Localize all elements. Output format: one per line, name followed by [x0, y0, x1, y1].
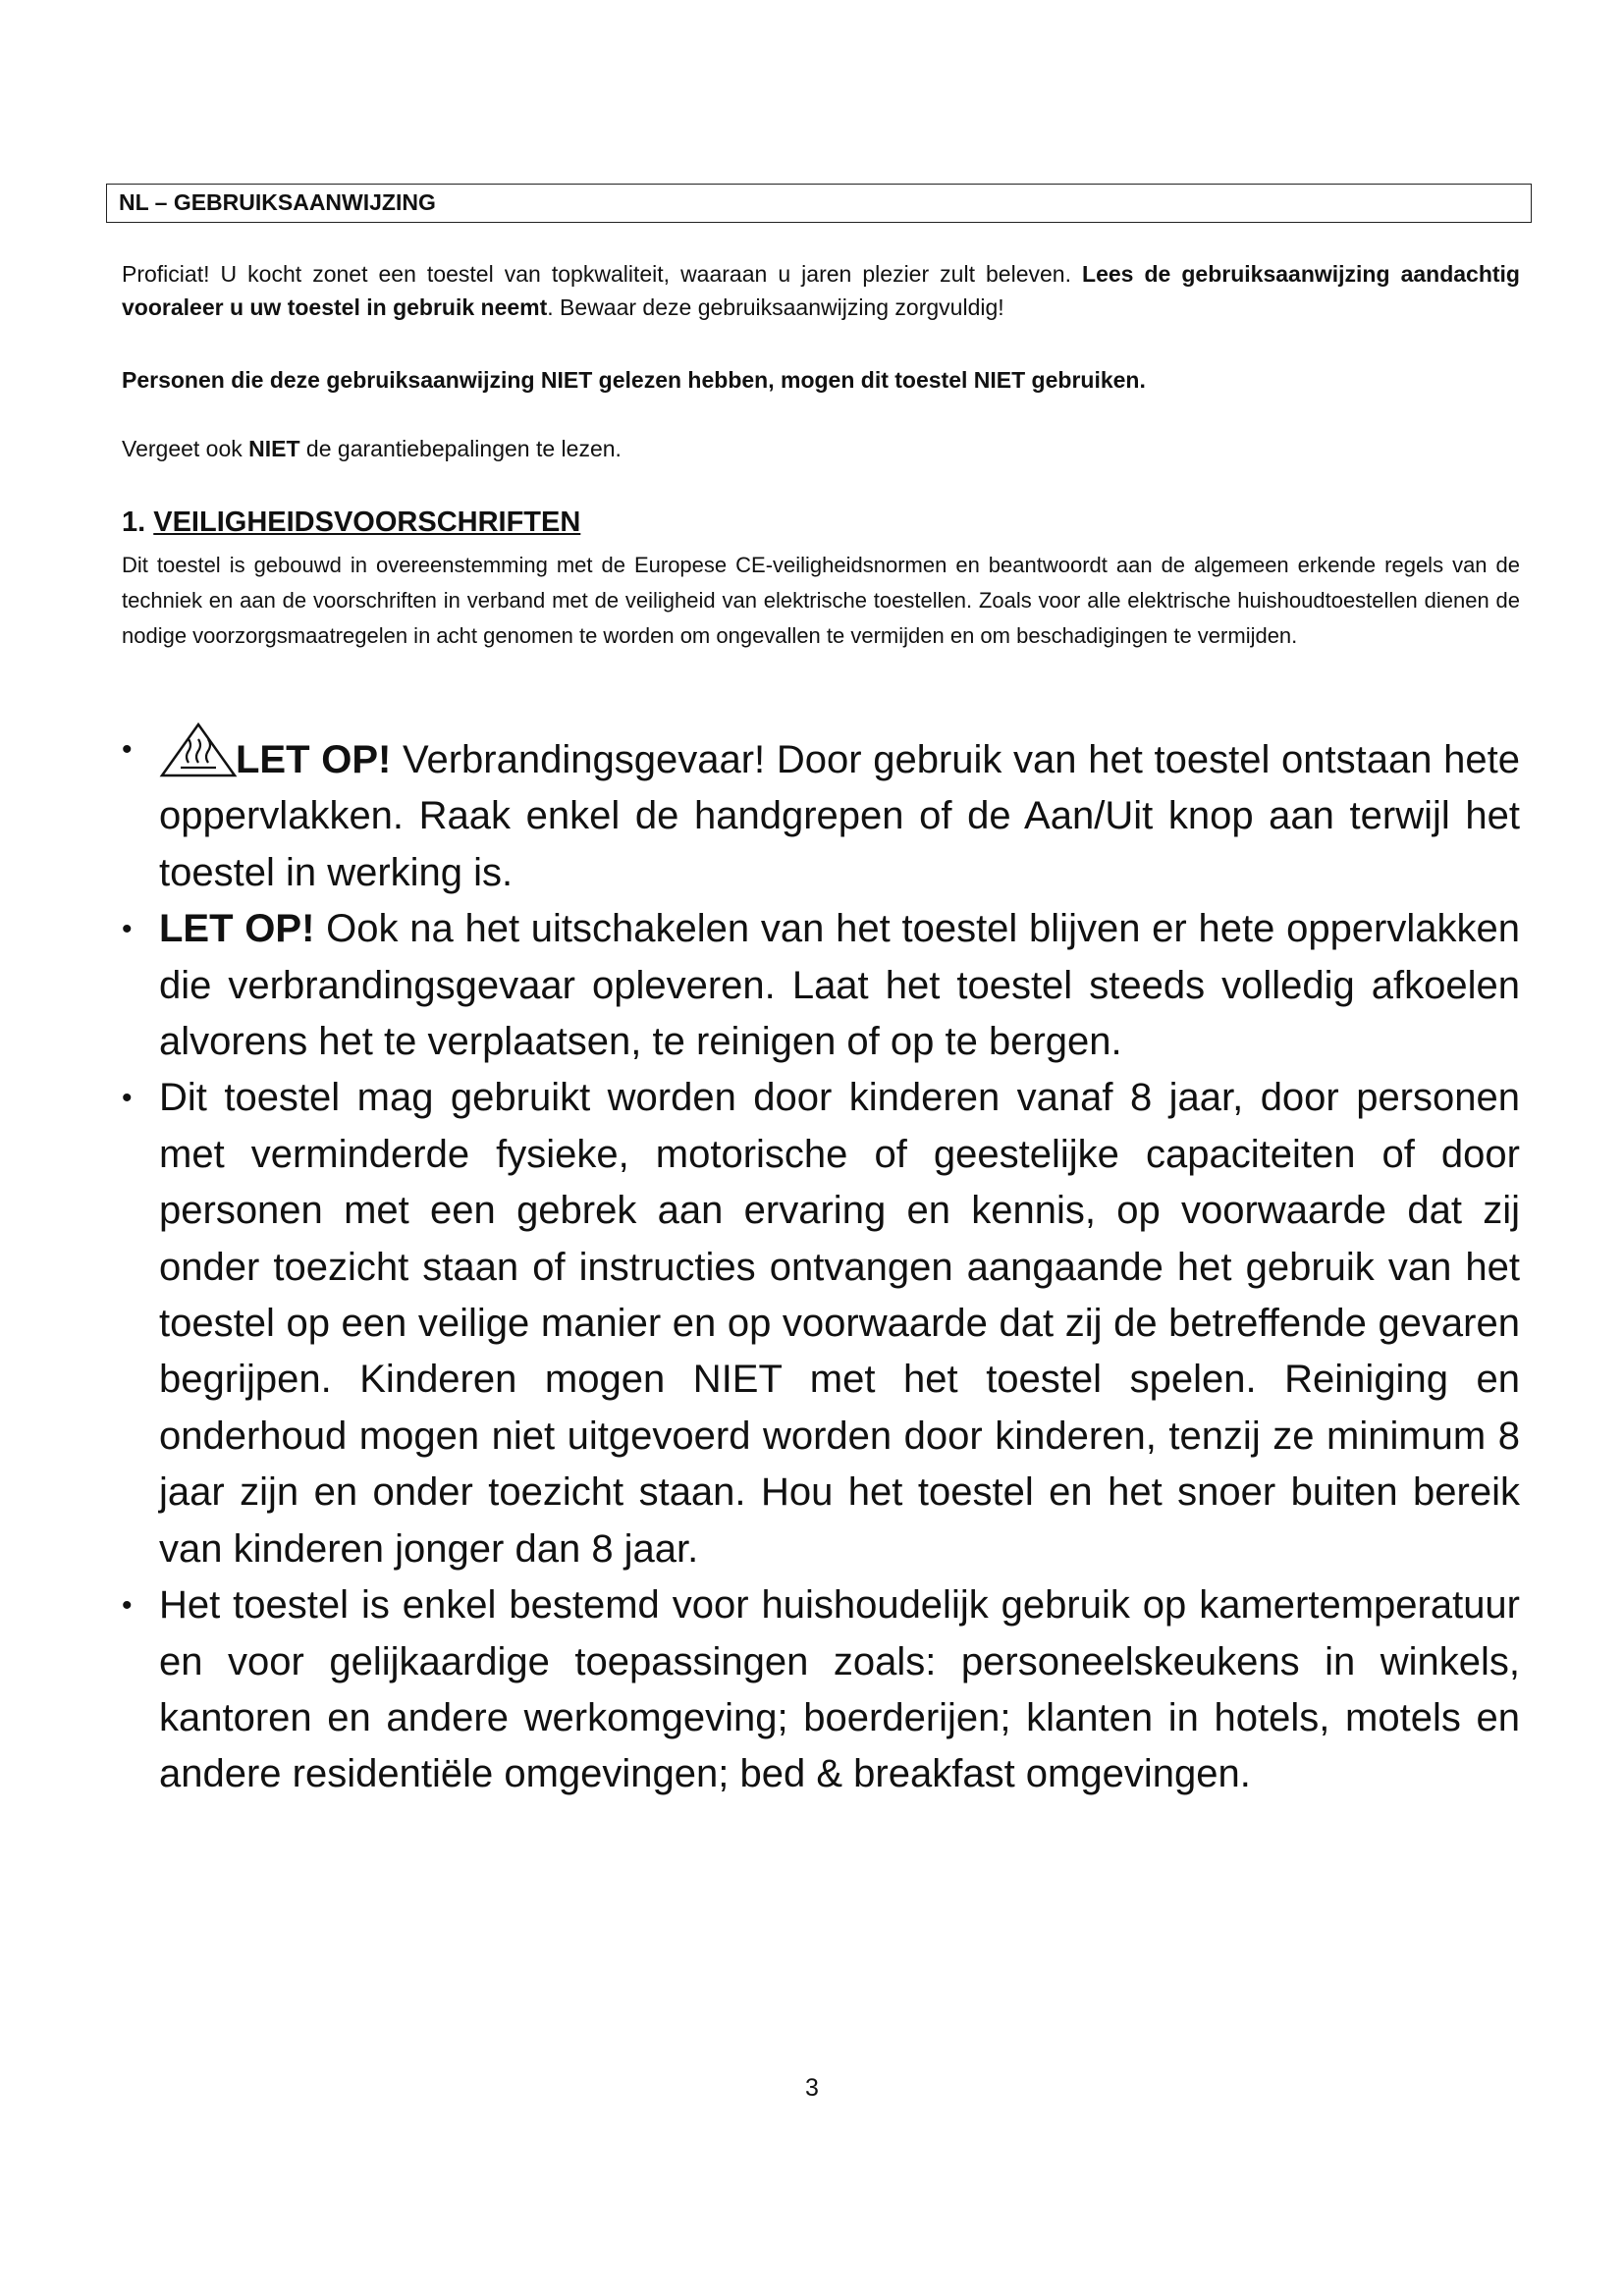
intro-paragraph	[122, 257, 1520, 324]
warranty-text-bold: NIET	[248, 436, 300, 461]
bullet-bold: LET OP!	[159, 907, 315, 951]
section-title: VEILIGHEIDSVOORSCHRIFTEN	[153, 507, 581, 538]
page-number: 3	[805, 2074, 819, 2102]
bullet-text: Het toestel is enkel bestemd voor huishoudelijk gebruik op kamertemperatuur en voor gelijkaardige toepassingen zoals: personeelskeukens in winkels, kantoren en andere werkomgeving; boerderijen; klanten in hotels, motels en andere residentiële omgevingen; bed & breakfast omgevingen.	[159, 1583, 1520, 1796]
bullet-bold: LET OP!	[236, 738, 392, 781]
warranty-text-a: Vergeet ook	[122, 436, 249, 461]
list-item	[122, 721, 1520, 901]
persons-notice: Personen die deze gebruiksaanwijzing NIET gelezen hebben, mogen dit toestel NIET gebruiken.	[122, 367, 1146, 393]
bullet-dot: •	[122, 913, 133, 946]
header-title: NL – GEBRUIKSAANWIJZING	[119, 189, 436, 215]
list-item	[122, 1070, 1520, 1577]
warranty-text-c: de garantiebepalingen te lezen.	[299, 436, 622, 461]
list-item	[122, 1577, 1520, 1803]
intro-text-c: . Bewaar deze gebruiksaanwijzing zorgvuldig!	[547, 294, 1004, 320]
bullet-dot: •	[122, 1589, 133, 1623]
section-intro: Dit toestel is gebouwd in overeenstemming met de Europese CE-veiligheidsnormen en beantwoordt aan de algemeen erkende regels van de techniek en aan de voorschriften in verband met de veiligheid van elektrische toestellen. Zoals voor alle elektrische huishoudtoestellen dienen de nodige voorzorgsmaatregelen in acht genomen te worden om ongevallen te vermijden en om beschadigingen te vermijden.	[122, 553, 1520, 648]
intro-text-a: Proficiat! U kocht zonet een toestel van topkwaliteit, waaraan u jaren plezier zult beleven.	[122, 261, 1083, 287]
bullet-text: Verbrandingsgevaar! Door gebruik van het toestel ontstaan hete oppervlakken. Raak enkel de handgrepen of de Aan/Uit knop aan terwijl het toestel in werking is.	[159, 738, 1520, 894]
intro-text-bold: Lees de gebruiksaanwijzing aandachtig vooraleer u uw toestel in gebruik neemt	[122, 261, 1520, 320]
list-item	[122, 901, 1520, 1070]
section-number: 1.	[122, 507, 146, 538]
hot-surface-warning-icon	[159, 721, 238, 778]
bullet-text: Dit toestel mag gebruikt worden door kinderen vanaf 8 jaar, door personen met verminderde fysieke, motorische of geestelijke capaciteiten of door personen met een gebrek aan ervaring en kennis, op voorwaarde dat zij onder toezicht staan of instructies ontvangen aangaande het gebruik van het toestel op een veilige manier en op voorwaarde dat zij de betreffende gevaren begrijpen. Kinderen mogen NIET met het toestel spelen. Reiniging en onderhoud mogen niet uitgevoerd worden door kinderen, tenzij ze minimum 8 jaar zijn en onder toezicht staan. Hou het toestel en het snoer buiten bereik van kinderen jonger dan 8 jaar.	[159, 1076, 1520, 1571]
section-heading	[122, 505, 580, 540]
bullet-text: Ook na het uitschakelen van het toestel blijven er hete oppervlakken die verbrandingsgevaar opleveren. Laat het toestel steeds volledig afkoelen alvorens het te verplaatsen, te reinigen of op te bergen.	[159, 907, 1520, 1064]
warranty-notice	[122, 432, 1520, 465]
bullet-dot: •	[122, 733, 133, 766]
safety-bullet-list	[122, 721, 1520, 1803]
document-header	[106, 184, 1532, 223]
bullet-dot: •	[122, 1082, 133, 1115]
